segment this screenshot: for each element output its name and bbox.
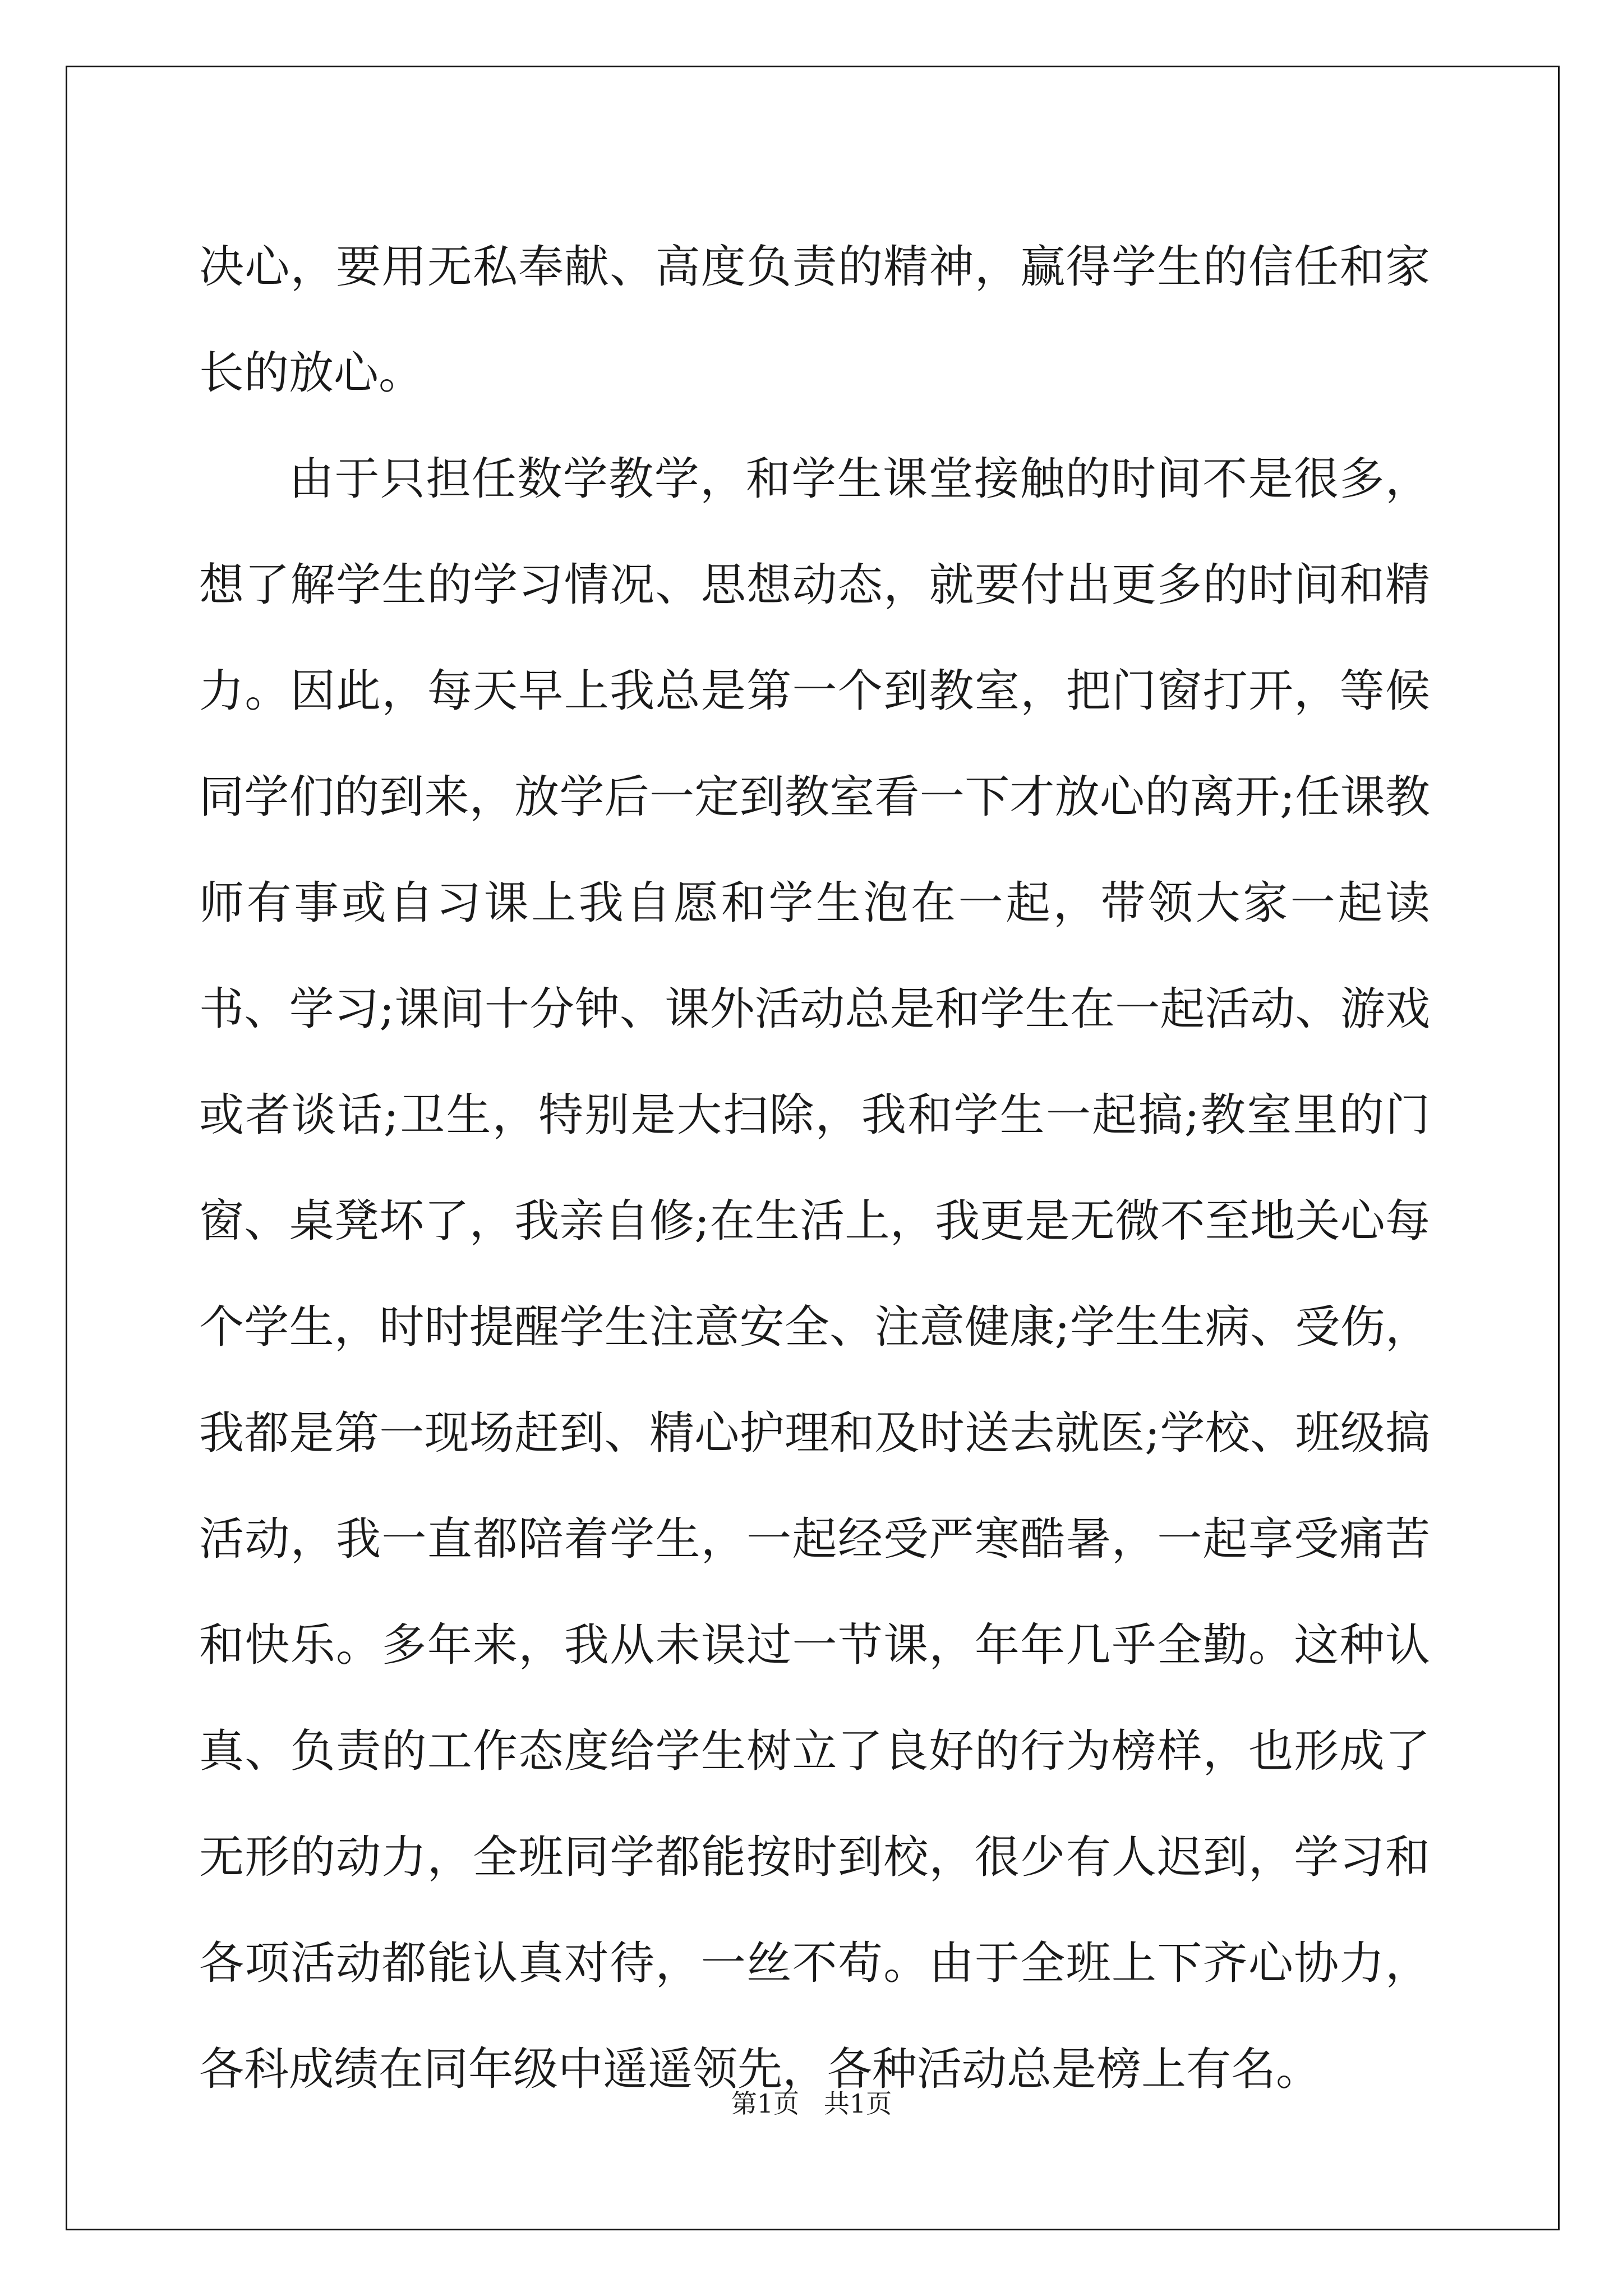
- paragraph: 决心，要用无私奉献、高度负责的精神，赢得学生的信任和家长的放心。: [199, 241, 1430, 399]
- page-number-footer: 第1页 共1页: [731, 2088, 892, 2119]
- document-body: [199, 214, 1430, 2122]
- paragraph: 由于只担任数学教学，和学生课堂接触的时间不是很多，想了解学生的学习情况、思想动态，就要付出更多的时间和精力。因此，每天早上我总是第一个到教室，把门窗打开，等候同学们的到来，放学后一定到教室看一下才放心的离开;任课教师有事或自习课上我自愿和学生泡在一起，带领大家一起读书、学习;课间十分钟、课外活动总是和学生在一起活动、游戏或者谈话;卫生，特别是大扫除，我和学生一起搞;教室里的门窗、桌凳坏了，我亲自修;在生活上，我更是无微不至地关心每个学生，时时提醒学生注意安全、注意健康;学生生病、受伤，我都是第一现场赶到、精心护理和及时送去就医;学校、班级搞活动，我一直都陪着学生，一起经受严寒酷暑，一起享受痛苦和快乐。多年来，我从未误过一节课，年年几乎全勤。这种认真、负责的工作态度给学生树立了良好的行为榜样，也形成了无形的动力，全班同学都能按时到校，很少有人迟到，学习和各项活动都能认真对待，一丝不苟。由于全班上下齐心协力，各科成绩在同年级中遥遥领先，各种活动总是榜上有名。: [199, 453, 1430, 2095]
